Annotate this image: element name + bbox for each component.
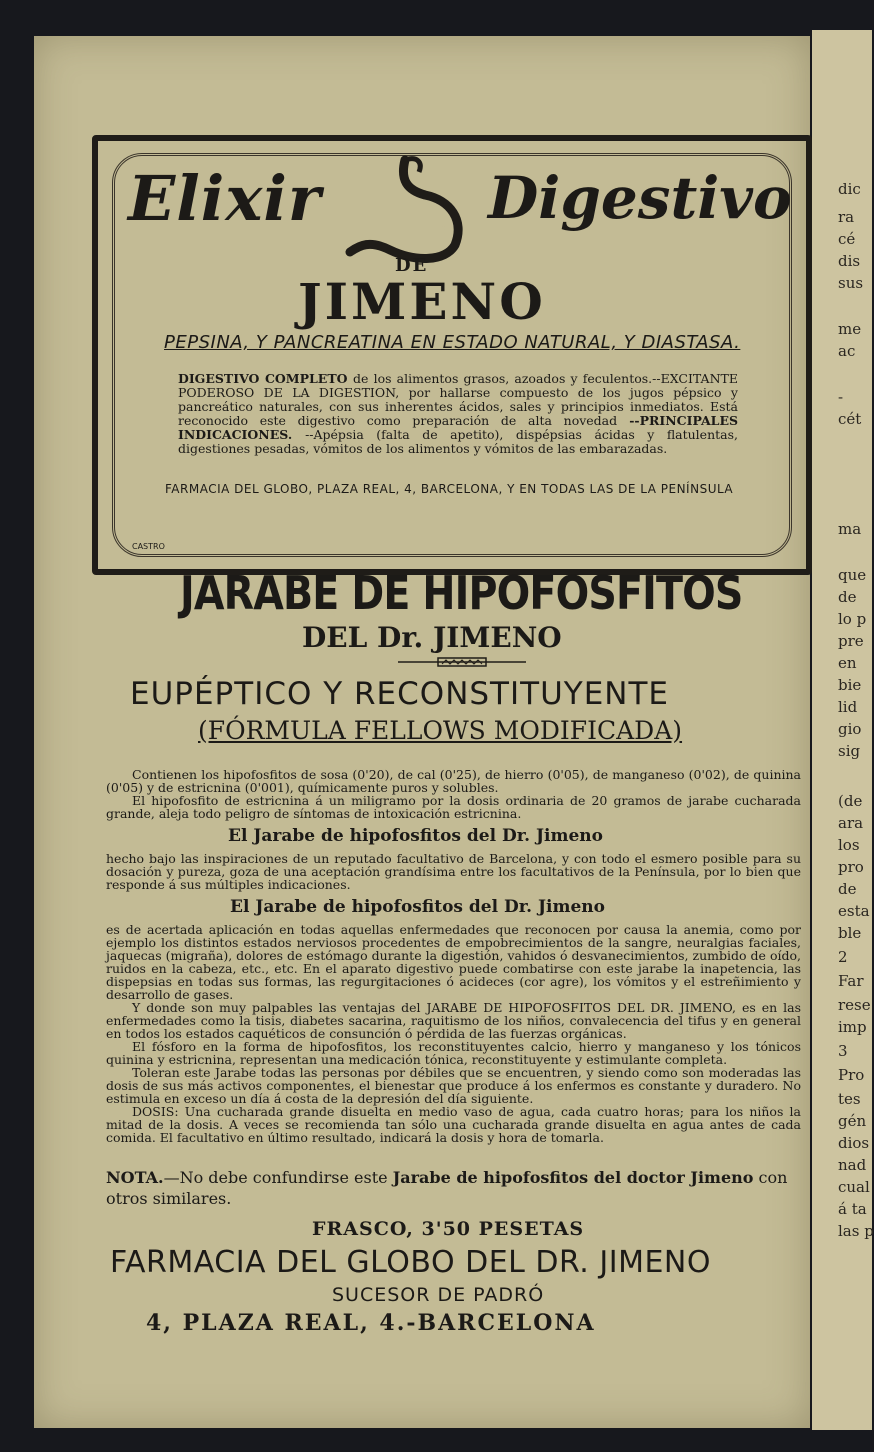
subheading-2: El Jarabe de hipofosfitos del Dr. Jimeno — [230, 897, 605, 917]
formula-note: (FÓRMULA FELLOWS MODIFICADA) — [198, 716, 683, 745]
ad-title-digestivo: Digestivo — [488, 164, 792, 232]
facing-page-fragment: gio — [838, 720, 862, 738]
facing-page-fragment: las p — [838, 1222, 874, 1240]
nota-end: con otros similares. — [106, 1168, 788, 1208]
facing-page-fragment: que — [838, 566, 867, 584]
body-block-1 — [106, 768, 801, 820]
body-block-2 — [106, 852, 801, 891]
facing-page-fragment: Pro — [838, 1066, 865, 1084]
paragraph: DOSIS: Una cucharada grande disuelta en medio vaso de agua, cada cuatro horas; para los niños la mitad de la dosis. A veces se recomienda tan sólo una cucharada grande disuelta en agua antes de cada comida. El facultativo en último resultado, indicará la dosis y hora de tomarla. — [106, 1104, 801, 1145]
ornament-divider-icon — [398, 657, 526, 667]
paragraph: hecho bajo las inspiraciones de un reputado facultativo de Barcelona, y con todo el esmero posible para su dosación y pureza, goza de una aceptación grandísima entre los facultativos de la Península, por lo bien que responde á sus múltiples indicaciones. — [106, 851, 801, 892]
facing-page-fragment: los — [838, 836, 860, 854]
facing-page-fragment: ble — [838, 924, 862, 942]
artist-signature: CASTRO — [132, 542, 165, 551]
facing-page-fragment: cé — [838, 230, 856, 248]
facing-page-fragment: sus — [838, 274, 864, 292]
facing-page-fragment: cét — [838, 410, 862, 428]
ad-body-bold2: --PRINCIPALES INDICACIONES. — [178, 413, 738, 442]
subheading-1: El Jarabe de hipofosfitos del Dr. Jimeno — [228, 826, 603, 846]
stomach-illustration-icon — [345, 150, 485, 270]
facing-page-fragment: dic — [838, 180, 861, 198]
facing-page-fragment: imp — [838, 1018, 867, 1036]
facing-page-fragment: lo p — [838, 610, 867, 628]
main-title: JARABE DE HIPOFOSFITOS — [180, 566, 743, 620]
ad-body-text2: --Apépsia (falta de apetito), dispépsias ácidas y flatulentas, digestiones pesadas, vómitos de los alimentos y vómitos de las embarazadas. — [178, 427, 738, 456]
paragraph: Y donde son muy palpables las ventajas del JARABE DE HIPOFOSFITOS DEL DR. JIMENO, es en las enfermedades como la tisis, diabetes sacarina, raquitismo de los niños, convalecencia del tifus y en general en todos los estados caquéticos de consunción ó pérdida de las fuerzas orgánicas. — [106, 1000, 801, 1041]
facing-page-fragment: dios — [838, 1134, 870, 1152]
ad-description — [178, 372, 738, 456]
facing-page-fragment: ac — [838, 342, 856, 360]
facing-page-fragment: rese — [838, 996, 871, 1014]
facing-page-fragment: (de — [838, 792, 863, 810]
facing-page-fragment: en — [838, 654, 857, 672]
successor: SUCESOR DE PADRÓ — [332, 1284, 545, 1306]
price: FRASCO, 3'50 PESETAS — [312, 1218, 585, 1240]
facing-page-fragment: esta — [838, 902, 870, 920]
body-block-3 — [106, 923, 801, 1144]
pharmacy-name: FARMACIA DEL GLOBO DEL DR. JIMENO — [110, 1245, 711, 1280]
facing-page-fragment: sig — [838, 742, 861, 760]
facing-page-fragment: tes — [838, 1090, 861, 1108]
facing-page-fragment: Far — [838, 972, 864, 990]
ad-de: DE — [395, 255, 429, 276]
facing-page-fragment: ra — [838, 208, 855, 226]
facing-page-fragment: lid — [838, 698, 858, 716]
nota-block — [106, 1167, 801, 1209]
facing-page-fragment: gén — [838, 1112, 867, 1130]
ad-pharmacy: FARMACIA DEL GLOBO, PLAZA REAL, 4, BARCELONA, Y EN TODAS LAS DE LA PENÍNSULA — [165, 482, 734, 496]
paragraph: es de acertada aplicación en todas aquellas enfermedades que reconocen por causa la anemia, como por ejemplo los distintos estados nerviosos procedentes de empobrecimientos de la sangre, neuralgias faciales, jaquecas (migraña), dolores de estómago durante la digestión, vahidos ó desvanecimientos, zumbido de oído, ruidos en la cabeza, etc., etc. En el aparato digestivo puede combatirse con este jarabe la inapetencia, las dispepsias en todas sus formas, las regurgitaciones ó acideces (cor agre), los vómitos y el estreñimiento y desarrollo de gases. — [106, 922, 801, 1002]
paragraph: El fósforo en la forma de hipofosfitos, los reconstituyentes calcio, hierro y manganeso y los tónicos quinina y estricnina, representan una medicación tónica, reconstituyente y estimulante completa. — [106, 1039, 801, 1067]
facing-page-fragment: á ta — [838, 1200, 867, 1218]
facing-page-fragment: 3 — [838, 1042, 848, 1060]
facing-page-fragment: pro — [838, 858, 864, 876]
facing-page-fragment: bie — [838, 676, 862, 694]
facing-page-fragment: 2 — [838, 948, 848, 966]
nota-text: —No debe confundirse este — [163, 1168, 388, 1187]
facing-page-fragment: ara — [838, 814, 864, 832]
tagline: EUPÉPTICO Y RECONSTITUYENTE — [130, 676, 669, 712]
address: 4, PLAZA REAL, 4.-BARCELONA — [146, 1310, 596, 1336]
facing-page-fragment: de — [838, 588, 857, 606]
nota-label: NOTA. — [106, 1168, 164, 1187]
paragraph: El hipofosfito de estricnina á un miligramo por la dosis ordinaria de 20 gramos de jarabe cucharada grande, aleja todo peligro de síntomas de intoxicación estricnina. — [106, 793, 801, 821]
facing-page-fragment: pre — [838, 632, 864, 650]
paragraph: Contienen los hipofosfitos de sosa (0'20), de cal (0'25), de hierro (0'05), de manganeso (0'02), de quinina (0'05) y de estricnina (0'001), químicamente puros y solubles. — [106, 767, 801, 795]
facing-page-fragment: - — [838, 388, 844, 406]
ad-body-bold1: DIGESTIVO COMPLETO — [178, 371, 348, 386]
ad-subtitle: PEPSINA, Y PANCREATINA EN ESTADO NATURAL, Y DIASTASA. — [164, 332, 741, 353]
ad-brand: JIMENO — [298, 272, 546, 331]
facing-page-fragment: ma — [838, 520, 862, 538]
paragraph: Toleran este Jarabe todas las personas por débiles que se encuentren, y siendo como son moderadas las dosis de sus más activos componentes, el bienestar que produce á los enfermos es constante y duradero. No estimula en exceso un día á costa de la depresión del día siguiente. — [106, 1065, 801, 1106]
facing-page-fragment: cual — [838, 1178, 870, 1196]
facing-page-fragment: dis — [838, 252, 861, 270]
nota-product: Jarabe de hipofosfitos del doctor Jimeno — [392, 1168, 754, 1187]
facing-page — [812, 30, 872, 1430]
facing-page-fragment: me — [838, 320, 862, 338]
facing-page-fragment: nad — [838, 1156, 867, 1174]
ad-body-text1: de los alimentos grasos, azoados y feculentos.--EXCITANTE PODEROSO DE LA DIGESTION, por hallarse compuesto de los jugos pépsico y pancreático naturales, con sus inherentes ácidos, sales y principios inmediatos. Está reconocido este digestivo como preparación de alta novedad — [178, 371, 738, 428]
ad-title-elixir: Elixir — [128, 162, 322, 235]
facing-page-fragment: de — [838, 880, 857, 898]
main-subtitle: DEL Dr. JIMENO — [302, 621, 562, 654]
